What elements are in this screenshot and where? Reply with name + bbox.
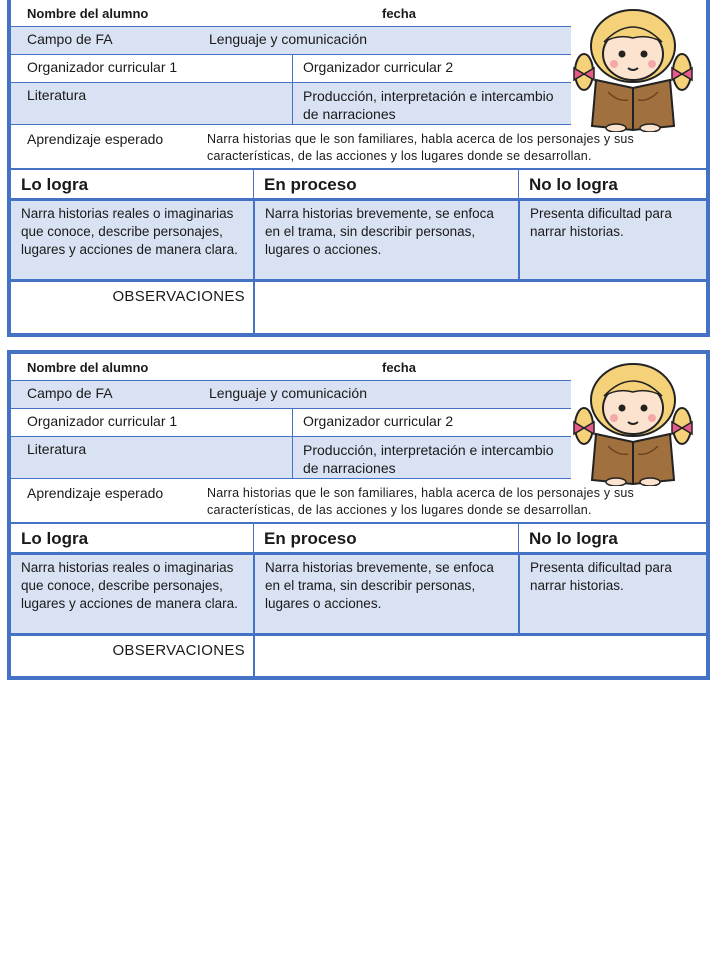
organizador-1-value: Literatura (27, 87, 87, 103)
level-desc-en-proceso: Narra historias brevemente, se enfoca en el trama, sin describir personas, lugares o acciones. (253, 201, 518, 279)
organizador-1-label: Organizador curricular 1 (27, 59, 178, 75)
level-header-lo-logra: Lo logra (21, 529, 89, 548)
organizador-2-label: Organizador curricular 2 (292, 409, 571, 436)
level-header-no-lo-logra: No lo logra (518, 170, 710, 198)
organizador-labels-row (11, 409, 571, 437)
organizador-values-row (11, 83, 571, 125)
observaciones-row (11, 282, 710, 333)
organizador-values-row (11, 437, 571, 479)
observaciones-field[interactable] (253, 282, 710, 333)
evaluation-card-2 (7, 350, 710, 680)
student-name-label: Nombre del alumno (27, 6, 149, 21)
evaluation-card-1 (7, 0, 710, 337)
student-name-label: Nombre del alumno (27, 360, 149, 375)
observaciones-field[interactable] (253, 636, 710, 680)
organizador-1-value: Literatura (27, 441, 87, 457)
campo-label: Campo de FA (27, 385, 113, 401)
levels-header-row (11, 522, 710, 555)
date-label: fecha (382, 360, 416, 375)
student-header-row (11, 0, 571, 27)
aprendizaje-label: Aprendizaje esperado (27, 485, 164, 501)
levels-header-row (11, 168, 710, 201)
organizador-1-label: Organizador curricular 1 (27, 413, 178, 429)
organizador-2-value: Producción, interpretación e intercambio de narraciones (292, 83, 571, 124)
level-header-en-proceso: En proceso (253, 170, 518, 198)
campo-row (11, 381, 571, 409)
level-desc-en-proceso: Narra historias brevemente, se enfoca en el trama, sin describir personas, lugares o acciones. (253, 555, 518, 633)
aprendizaje-text: Narra historias que le son familiares, habla acerca de los personajes y sus características, de las acciones y los lugares donde se desarrollan. (207, 486, 635, 517)
campo-value: Lenguaje y comunicación (209, 31, 367, 47)
level-header-lo-logra: Lo logra (21, 175, 89, 194)
levels-description-row (11, 555, 710, 636)
aprendizaje-text: Narra historias que le son familiares, habla acerca de los personajes y sus características, de las acciones y los lugares donde se desarrollan. (207, 132, 635, 163)
observaciones-label: OBSERVACIONES (112, 288, 245, 305)
organizador-2-value: Producción, interpretación e intercambio de narraciones (292, 437, 571, 478)
girl-reading-book-icon (568, 356, 698, 486)
level-desc-lo-logra: Narra historias reales o imaginarias que conoce, describe personajes, lugares y acciones de manera clara. (21, 206, 238, 257)
observaciones-row (11, 636, 710, 680)
organizador-labels-row (11, 55, 571, 83)
date-label: fecha (382, 6, 416, 21)
levels-description-row (11, 201, 710, 282)
campo-value: Lenguaje y comunicación (209, 385, 367, 401)
organizador-2-label: Organizador curricular 2 (292, 55, 571, 82)
girl-reading-book-icon (568, 2, 698, 132)
campo-label: Campo de FA (27, 31, 113, 47)
level-desc-no-lo-logra: Presenta dificultad para narrar historias. (518, 555, 710, 633)
aprendizaje-label: Aprendizaje esperado (27, 131, 164, 147)
level-header-no-lo-logra: No lo logra (518, 524, 710, 552)
campo-row (11, 27, 571, 55)
level-desc-lo-logra: Narra historias reales o imaginarias que conoce, describe personajes, lugares y acciones de manera clara. (21, 560, 238, 611)
student-header-row (11, 354, 571, 381)
level-desc-no-lo-logra: Presenta dificultad para narrar historias. (518, 201, 710, 279)
level-header-en-proceso: En proceso (253, 524, 518, 552)
observaciones-label: OBSERVACIONES (112, 642, 245, 659)
